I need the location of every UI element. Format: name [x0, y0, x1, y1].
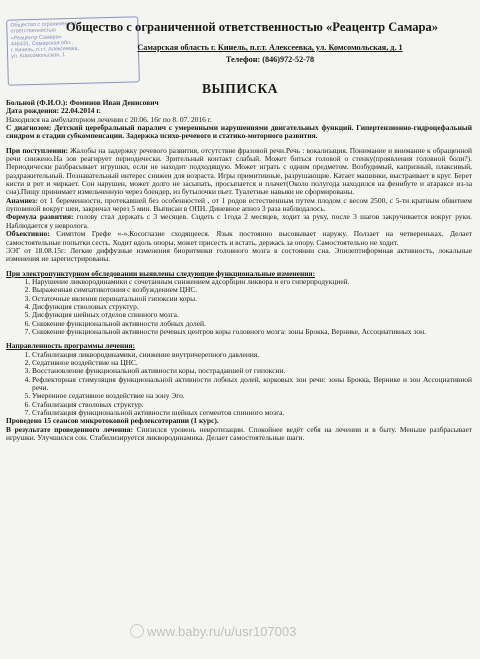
patient-name: Фоминов Иван Денисович [69, 98, 159, 107]
treatment-result [6, 426, 472, 443]
stamp-line: ответственностью [10, 27, 56, 35]
list-item: 1. Стабилизация ликвородинамики, снижение внутричерепного давления. [32, 351, 472, 359]
list-item: 1. Нарушение ликвородинамики с сочетанным снижением адсорбции ликвора и его гиперпродукцией. [32, 278, 472, 286]
admission-text: Жалобы на задержку речевого развития, отсутствие фразовой речи.Речь : вокализация. Понимание и внимание к обращенной речи снижено.На зов реагирует периодически. Зрительный контакт слабый. Может биться головой о стенку(проявления головной боли?). Периодически разбрасывает игрушки, если не находит подходящую. Может играть с одним предметом. Возбудимый, капризный, плаксивый, раздражительный. Познавательный интерес снижен для возраста. Игры примитивные, разрушающие. Катает машинки, выстраивает в круг. Берет кисти в рот и чиркает. Сон нарушен, может долго не засыпать, просыпается и плачет(Около полугода находился на фенибуте и атараксе из-за сна).Пищу принимает измельченную через блендер, из бутылочки пьет. Туалетные навыки не сформированы. [6, 145, 473, 197]
admission-label: При поступлении: [6, 145, 68, 155]
list-item: 5. Умеренное седативное воздействие на зону Эго. [32, 392, 472, 400]
objective-label: Объективно: [6, 229, 50, 239]
diagnosis-text: Детский церебральный паралич с умеренными нарушениями двигательных функций. Гипертензионно-гидроцефальный синдром в стадии субкомпенсации. Задержка психо-речевого и статико-моторного развития. [6, 123, 472, 141]
stamp-line: ул. Комсомольская, 1 [11, 52, 66, 61]
motor-label: Формула развития: [6, 212, 74, 222]
objective-text: Симптом Грефе «-».Косоглазие сходящееся. Язык постоянно высовывает наружу. Ползает на четвереньках. Делает самостоятельные попытки сесть. Ходит вдоль опоры, может присесть и встать, держась за опору. Самостоятельно не ходит. [6, 229, 473, 247]
result-label: В результате проведенного лечения: [6, 424, 134, 434]
list-item: 4. Дисфункция стволовых структур. [32, 303, 472, 311]
motor-text: голову стал держать с 3 месяцев. Сидеть с 1года 2 месяцев, ходит за руку, после 3 шагов закручивается вокруг руки. Наблюдается у невролога. [6, 212, 472, 230]
treatment-heading: Направленность программы лечения: [6, 341, 136, 351]
list-item: 7. Стабилизация функциональной активности шейных сегментов спинного мозга. [32, 409, 472, 417]
list-item: 2. Выраженная симпатикотония с возбуждением ЦНС. [32, 286, 472, 294]
sessions-summary: Проведено 15 сеансов микротоковой рефлексотерапии (1 курс). [6, 416, 219, 426]
admission [6, 147, 472, 197]
list-item: 6. Стабилизация стволовых структур. [32, 401, 472, 409]
list-item: 5. Дисфункция шейных отделов спинного мозга. [32, 311, 472, 319]
organization-address: Самарская область г. Кинель, п.г.т. Алексеевка, ул. Комсомольская, д. 1 [137, 43, 403, 52]
stamp-line: Общество с ограниченной [10, 20, 77, 29]
motor-development [6, 213, 472, 230]
treatment-period: Находился на амбулаторном лечении с 20.06. 16г по 8. 07. 2016 г. [6, 114, 212, 124]
watermark-text: www.baby.ru/u/usr107003 [147, 624, 297, 639]
patient-name-label: Больной (Ф.И.О.): [6, 98, 68, 107]
diagnosis-label: С диагнозом: [6, 123, 52, 133]
document-title: ВЫПИСКА [201, 81, 279, 96]
stamp-line: 446431, Самарская обл., [10, 39, 74, 48]
treatment-list [6, 351, 472, 418]
list-item: 4. Рефлекторная стимуляция функциональной активности лобных долей, корковых зон речи: зоны Брокка, Вернике и зон Ассоциативной речи. [32, 376, 472, 393]
anamnesis-label: Анамнез: [6, 195, 38, 205]
stamp-line: «Реацентр Самара» [10, 33, 62, 42]
anamnesis [6, 197, 472, 214]
patient-dob-label: Дата рождения: [6, 106, 60, 116]
list-item: 7. Снижение функциональной активности речевых центров коры головного мозга: зоны Брокка, Вернике, Ассоциативных зон. [32, 328, 472, 336]
anamnesis-text: от 1 беременности, протекавшей без особенностей , от 1 родов естественным путем плодом с весом 2500, с 5-ти кратным обвитием пуповиной вокруг шеи, закричал через 5 мин. Выписан в ОПН. Диневное апноэ 3 раза наблюдалось. [6, 195, 472, 214]
watermark-logo-icon [130, 624, 144, 638]
list-item: 2. Седативное воздействие на ЦНС. [32, 359, 472, 367]
diagnosis [6, 124, 472, 141]
site-watermark [130, 624, 296, 639]
findings-heading: При электропунктурном обследовании выявлены следующие функциональные изменения: [6, 268, 316, 278]
patient-dob: 22.04.2014 г. [61, 106, 101, 116]
document-body [6, 99, 472, 442]
result-text: Снизился уровень невротизации. Спокойнее ведёт себя на лечении и в быту. Меньше разбрасывает игрушки. Улучшился сон. Стабилизируется ликвородинамика. Делает самостоятельные шаги. [6, 424, 473, 443]
list-item: 6. Снижение функциональной активности лобных долей. [32, 320, 472, 328]
list-item: 3. Восстановление функциональной активности коры, пострадавшей от гипоксии. [32, 367, 472, 375]
stamp-line: г. Кинель, п.г.т. Алексеевка, [10, 46, 80, 54]
organization-phone: Телефон: (846)972-52-78 [225, 55, 315, 64]
objective-status [6, 230, 472, 247]
eeg-result: ЭЭГ от 18.08.15г: Легкие диффузные изменения биоритмики головного мозга в состоянии сна. Эпилептиформная активность, локальные изменения не зарегистрированы. [6, 245, 472, 264]
list-item: 3. Остаточные явления перинатальной гипоксии коры. [32, 295, 472, 303]
findings-list [6, 278, 472, 336]
organization-name: Общество с ограниченной ответственностью «Реацентр Самара» [65, 20, 439, 34]
